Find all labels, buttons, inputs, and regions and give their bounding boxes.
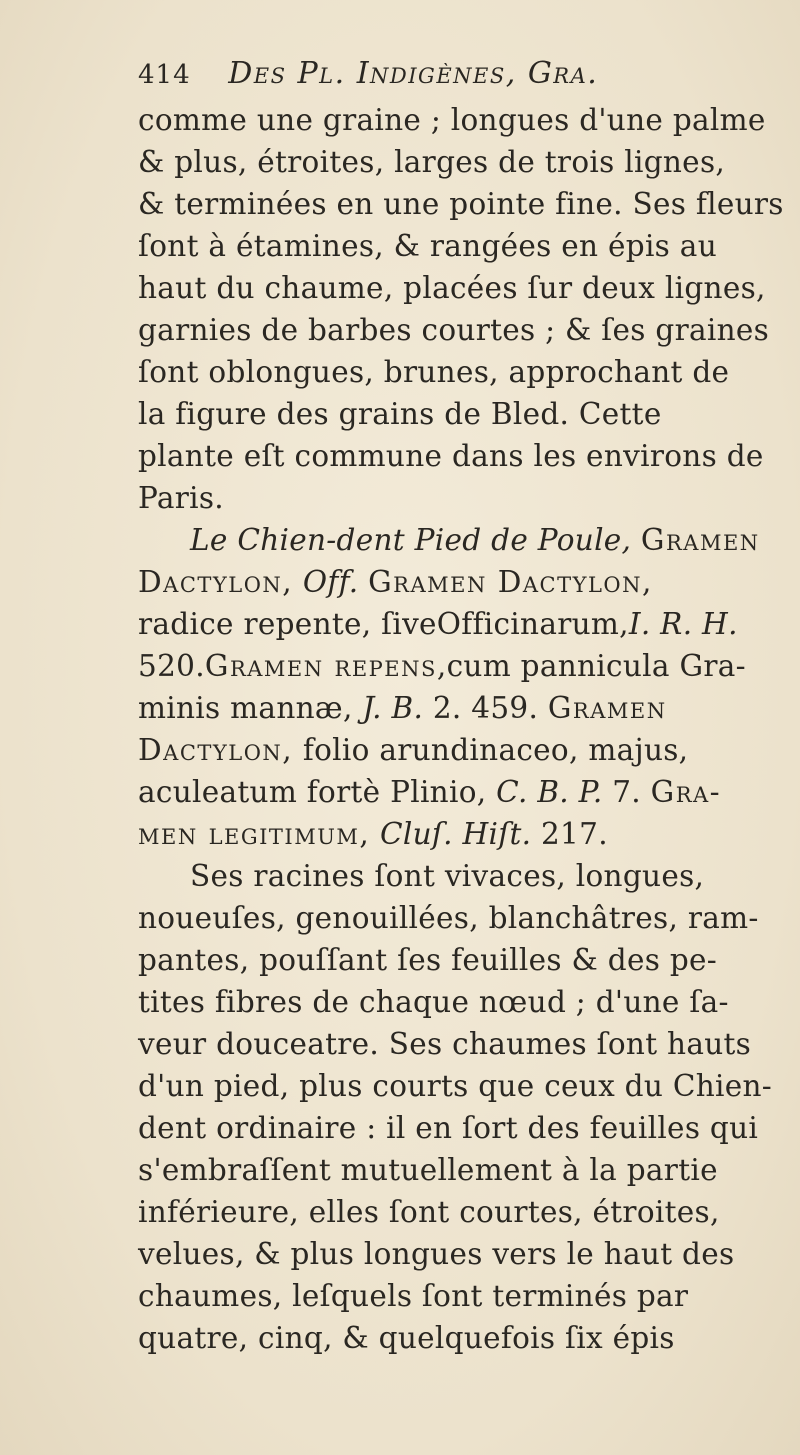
entry-line xyxy=(138,687,778,729)
page-header xyxy=(138,54,778,94)
text-line: chaumes, leſquels ſont terminés par xyxy=(138,1279,689,1313)
text-line: ſont oblongues, brunes, approchant de xyxy=(138,355,730,389)
synonym-genus: Gramen xyxy=(547,691,667,725)
reference-abbrev: I. R. H. xyxy=(628,607,738,641)
synonym-text: minis mannæ, xyxy=(138,691,353,725)
synonym-text: folio arundinaceo, majus, xyxy=(302,733,689,767)
synonym-name: men legitimum, xyxy=(138,817,371,851)
text-line: dent ordinaire : il en ſort des feuilles qui xyxy=(138,1111,759,1145)
text-line: & plus, étroites, larges de trois lignes, xyxy=(138,145,726,179)
text-line: Paris. xyxy=(138,481,224,515)
synonym-text: aculeatum fortè Plinio, xyxy=(138,775,487,809)
text-line: comme une graine ; longues d'une palme xyxy=(138,103,766,137)
text-line: pantes, pouſſant ſes feuilles & des pe- xyxy=(138,943,718,977)
synonym-name: Gramen repens xyxy=(204,649,437,683)
text-line: quatre, cinq, & quelquefois ſix épis xyxy=(138,1321,675,1355)
synonym-text: ,cum pannicula Gra- xyxy=(436,649,746,683)
reference-abbrev: J. B. xyxy=(362,691,424,725)
reference-number: 520. xyxy=(138,649,205,683)
text-line: d'un pied, plus courts que ceux du Chien- xyxy=(138,1069,773,1103)
synonym-text: radice repente, ſiveOfficinarum, xyxy=(138,607,629,641)
text-line: veur douceatre. Ses chaumes ſont hauts xyxy=(138,1027,752,1061)
synonym-epithet: Dactylon, xyxy=(138,565,294,599)
text-line: garnies de barbes courtes ; & ſes graines xyxy=(138,313,770,347)
page-number: 414 xyxy=(138,60,191,90)
synonym-name: Gramen Dactylon, xyxy=(368,565,653,599)
species-name: Le Chien-dent Pied de Poule, xyxy=(190,523,632,557)
reference-number: 2. 459. xyxy=(432,691,539,725)
synonym-genus: Gramen xyxy=(640,523,760,557)
text-line: velues, & plus longues vers le haut des xyxy=(138,1237,735,1271)
running-head: Des Pl. Indigènes, Gra. xyxy=(228,56,599,91)
text-line: la figure des grains de Bled. Cette xyxy=(138,397,662,431)
text-line: & terminées en une pointe fine. Ses fleurs xyxy=(138,187,784,221)
reference-number: 7. xyxy=(612,775,641,809)
text-line: plante eſt commune dans les environs de xyxy=(138,439,764,473)
text-line: inférieure, elles ſont courtes, étroites, xyxy=(138,1195,720,1229)
reference-abbrev: Off. xyxy=(302,565,359,599)
text-line: tites fibres de chaque nœud ; d'une ſa- xyxy=(138,985,729,1019)
text-line: ſont à étamines, & rangées en épis au xyxy=(138,229,717,263)
synonym-epithet: Dactylon, xyxy=(138,733,294,767)
entry-line xyxy=(138,645,778,687)
reference-abbrev: Cluſ. Hiſt. xyxy=(380,817,532,851)
synonym-genus: Gra- xyxy=(650,775,722,809)
text-line: s'embraſſent mutuellement à la partie xyxy=(138,1153,718,1187)
entry-line xyxy=(138,519,800,561)
page-bottom-margin xyxy=(0,1370,800,1455)
entry-line xyxy=(138,771,778,813)
reference-number: 217. xyxy=(540,817,608,851)
entry-line xyxy=(138,603,778,645)
entry-line xyxy=(138,813,778,855)
reference-abbrev: C. B. P. xyxy=(496,775,603,809)
entry-line xyxy=(138,729,778,771)
text-line: Ses racines ſont vivaces, longues, xyxy=(190,859,705,893)
text-line: noueuſes, genouillées, blanchâtres, ram- xyxy=(138,901,759,935)
entry-line xyxy=(138,561,778,603)
text-line: haut du chaume, placées ſur deux lignes, xyxy=(138,271,766,305)
